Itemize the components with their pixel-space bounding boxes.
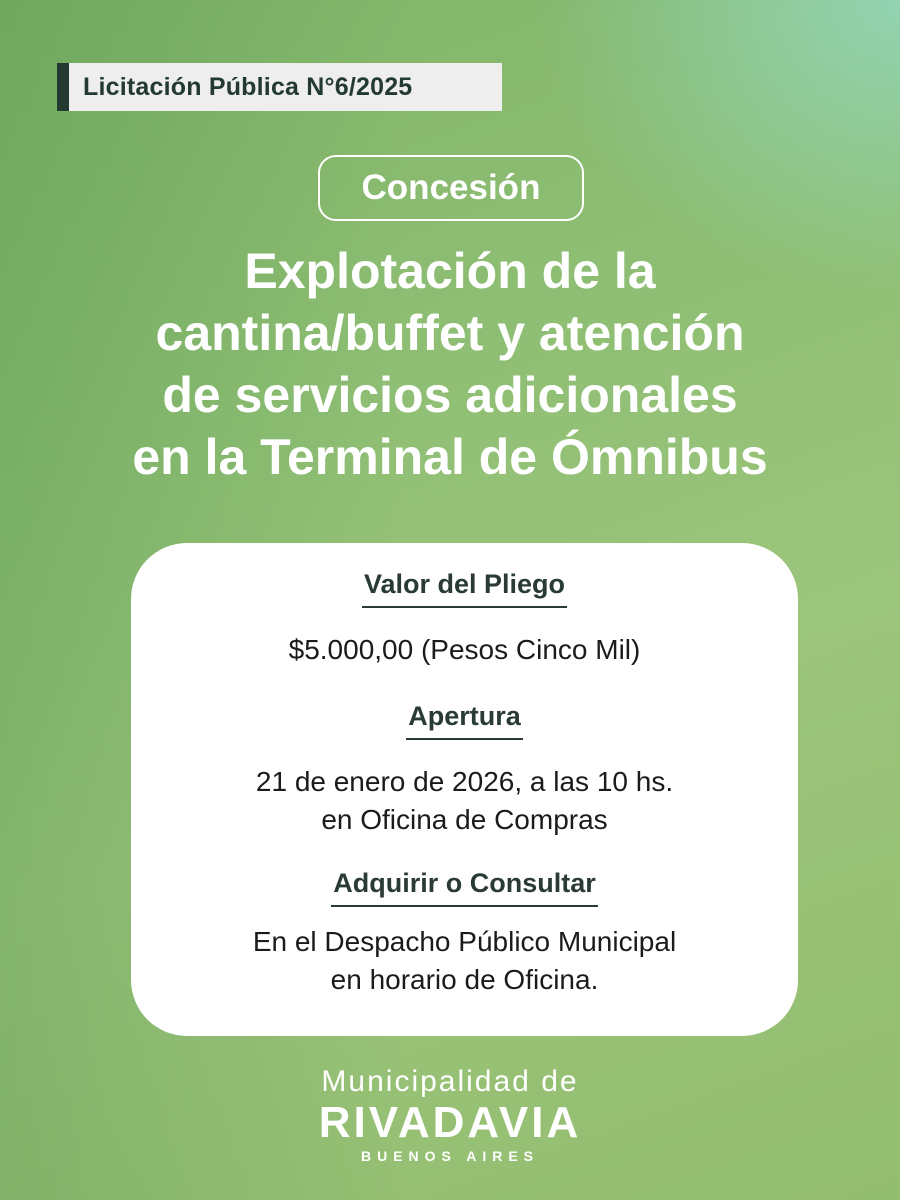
tender-number-tag <box>57 63 502 111</box>
concession-badge-label: Concesión <box>361 168 541 207</box>
valor-body <box>131 631 798 669</box>
title-line: cantina/buffet y atención <box>155 305 745 361</box>
title-line: Explotación de la <box>244 243 656 299</box>
adquirir-heading-text: Adquirir o Consultar <box>331 868 598 907</box>
municipality-logo <box>0 1064 900 1166</box>
adquirir-hours: en horario de Oficina. <box>330 964 599 995</box>
info-card <box>131 543 798 1036</box>
adquirir-place: En el Despacho Público Municipal <box>252 926 677 957</box>
valor-value: $5.000,00 (Pesos Cinco Mil) <box>288 634 641 665</box>
tender-number-label: Licitación Pública N°6/2025 <box>83 72 413 101</box>
apertura-body <box>131 763 798 839</box>
logo-line-municipalidad: Municipalidad de <box>321 1065 579 1098</box>
apertura-date: 21 de enero de 2026, a las 10 hs. <box>255 766 674 797</box>
logo-line-buenos-aires: BUENOS AIRES <box>360 1148 540 1164</box>
concession-badge <box>318 155 584 221</box>
valor-heading <box>131 569 798 608</box>
apertura-place: en Oficina de Compras <box>321 804 608 835</box>
valor-heading-text: Valor del Pliego <box>362 569 567 608</box>
title-line: de servicios adicionales <box>162 367 738 423</box>
adquirir-body <box>131 923 798 999</box>
main-title <box>40 240 860 488</box>
title-line: en la Terminal de Ómnibus <box>132 429 768 485</box>
adquirir-heading <box>131 868 798 907</box>
logo-line-rivadavia: RIVADAVIA <box>318 1098 582 1147</box>
apertura-heading <box>131 701 798 740</box>
apertura-heading-text: Apertura <box>406 701 523 740</box>
